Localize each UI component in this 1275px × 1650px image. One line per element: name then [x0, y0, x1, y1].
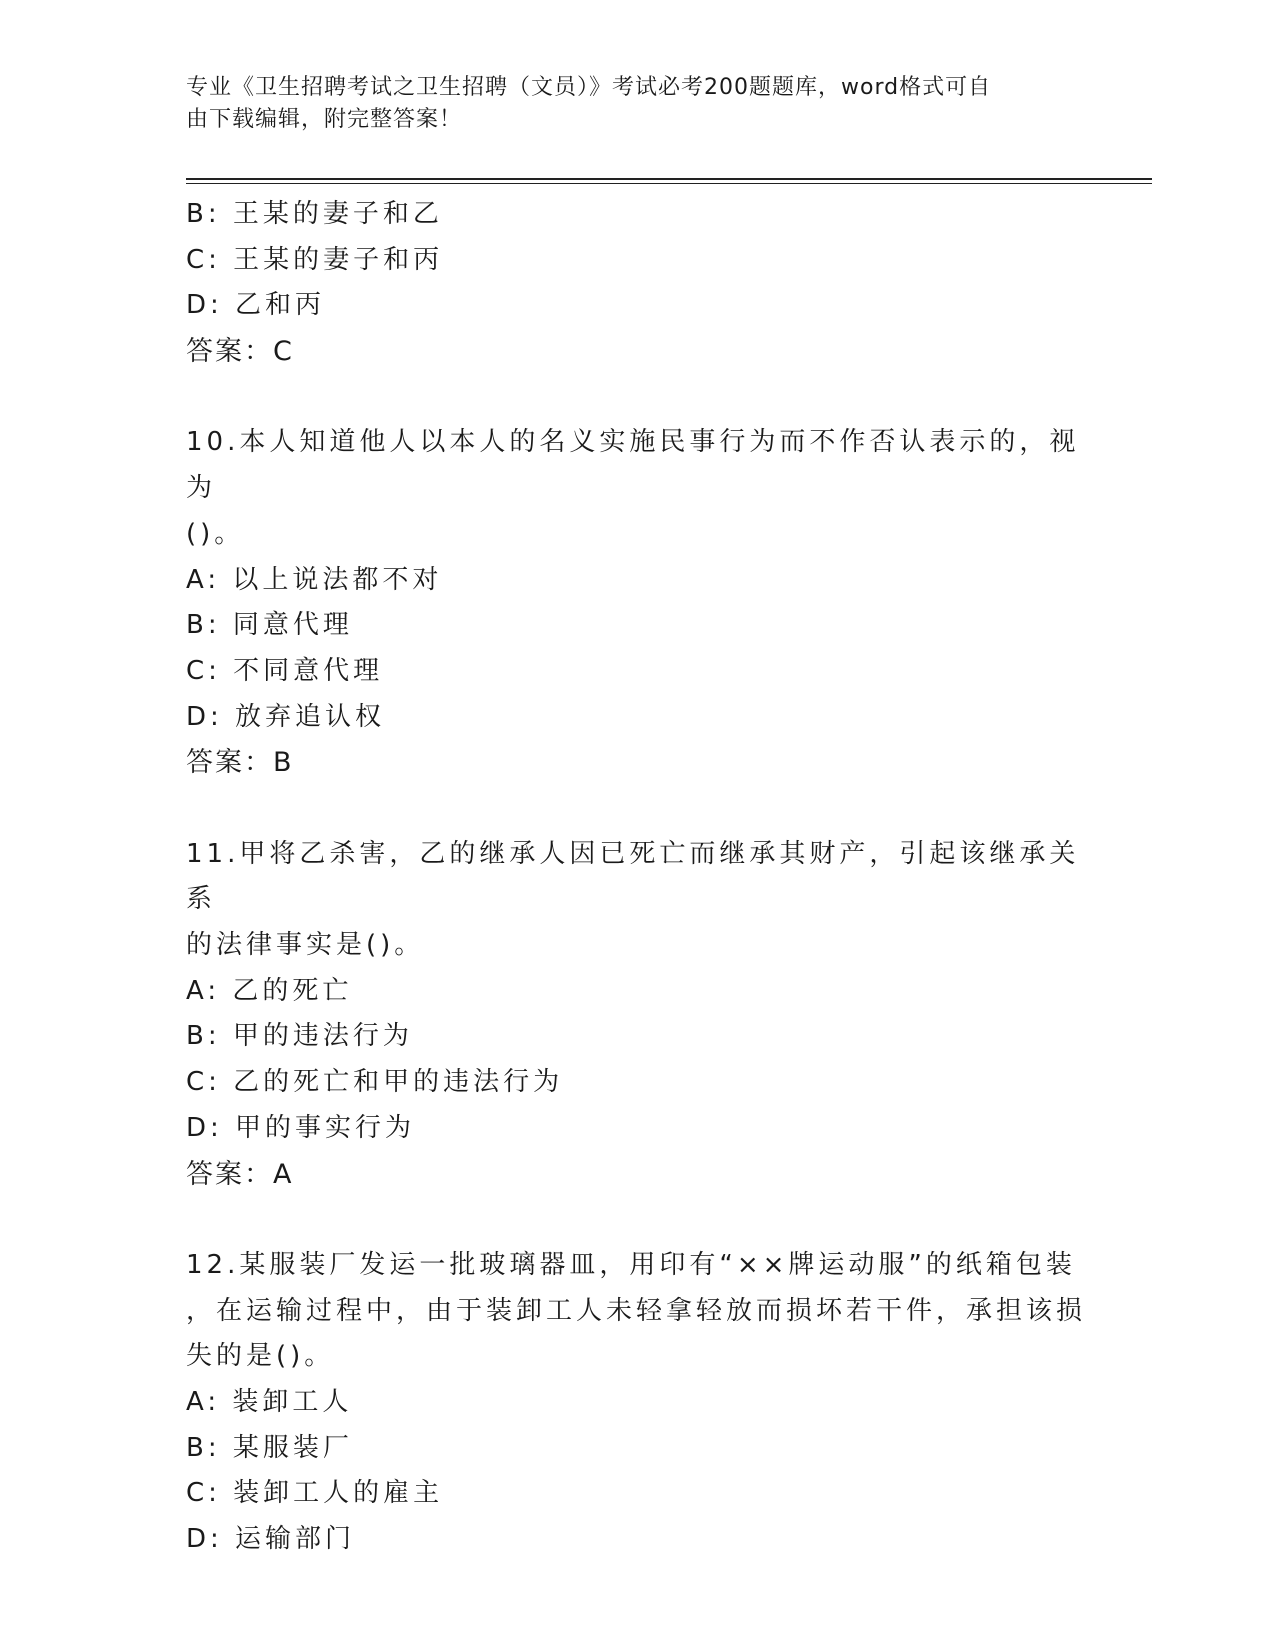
header-divider-thick — [186, 178, 1152, 180]
option-d: D: 放弃追认权 — [186, 701, 386, 732]
answer-line: 答案：C — [186, 336, 294, 368]
option-b: B: 甲的违法行为 — [186, 1021, 413, 1052]
question-text-line: 的法律事实是()。 — [186, 930, 425, 961]
option-d: D: 甲的事实行为 — [186, 1112, 416, 1143]
option-a: A: 装卸工人 — [186, 1387, 353, 1418]
document-header — [186, 72, 1086, 136]
question-11 — [186, 832, 1086, 1198]
header-line-1: 专业《卫生招聘考试之卫生招聘（文员）》考试必考200题题库，word格式可自 — [186, 75, 992, 100]
question-text-line: ，在运输过程中，由于装卸工人未轻拿轻放而损坏若干件，承担该损 — [186, 1295, 1087, 1326]
option-c: C: 装卸工人的雇主 — [186, 1478, 444, 1509]
question-9-continued — [186, 192, 1086, 375]
question-10 — [186, 420, 1086, 786]
option-d: D: 乙和丙 — [186, 290, 326, 321]
answer-line: 答案：A — [186, 1158, 294, 1190]
question-list — [186, 192, 1086, 1563]
question-text-line: 10.本人知道他人以本人的名义实施民事行为而不作否认表示的，视为 — [186, 427, 1080, 504]
option-a: A: 乙的死亡 — [186, 975, 353, 1006]
option-b: B: 某服装厂 — [186, 1432, 353, 1463]
option-c: C: 乙的死亡和甲的违法行为 — [186, 1067, 564, 1098]
option-b: B: 同意代理 — [186, 610, 353, 641]
question-12 — [186, 1243, 1086, 1563]
option-b: B: 王某的妻子和乙 — [186, 199, 443, 229]
option-c: C: 王某的妻子和丙 — [186, 244, 444, 275]
question-text-line: ()。 — [186, 518, 245, 549]
question-text-line: 失的是()。 — [186, 1341, 335, 1372]
option-c: C: 不同意代理 — [186, 655, 384, 686]
header-line-2: 由下载编辑，附完整答案！ — [186, 107, 463, 132]
answer-line: 答案：B — [186, 747, 294, 779]
question-text-line: 12.某服装厂发运一批玻璃器皿，用印有“××牌运动服”的纸箱包装 — [186, 1249, 1076, 1280]
option-a: A: 以上说法都不对 — [186, 564, 443, 595]
header-divider-thin — [186, 183, 1152, 184]
option-d: D: 运输部门 — [186, 1524, 356, 1555]
question-text-line: 11.甲将乙杀害，乙的继承人因已死亡而继承其财产，引起该继承关系 — [186, 838, 1080, 915]
